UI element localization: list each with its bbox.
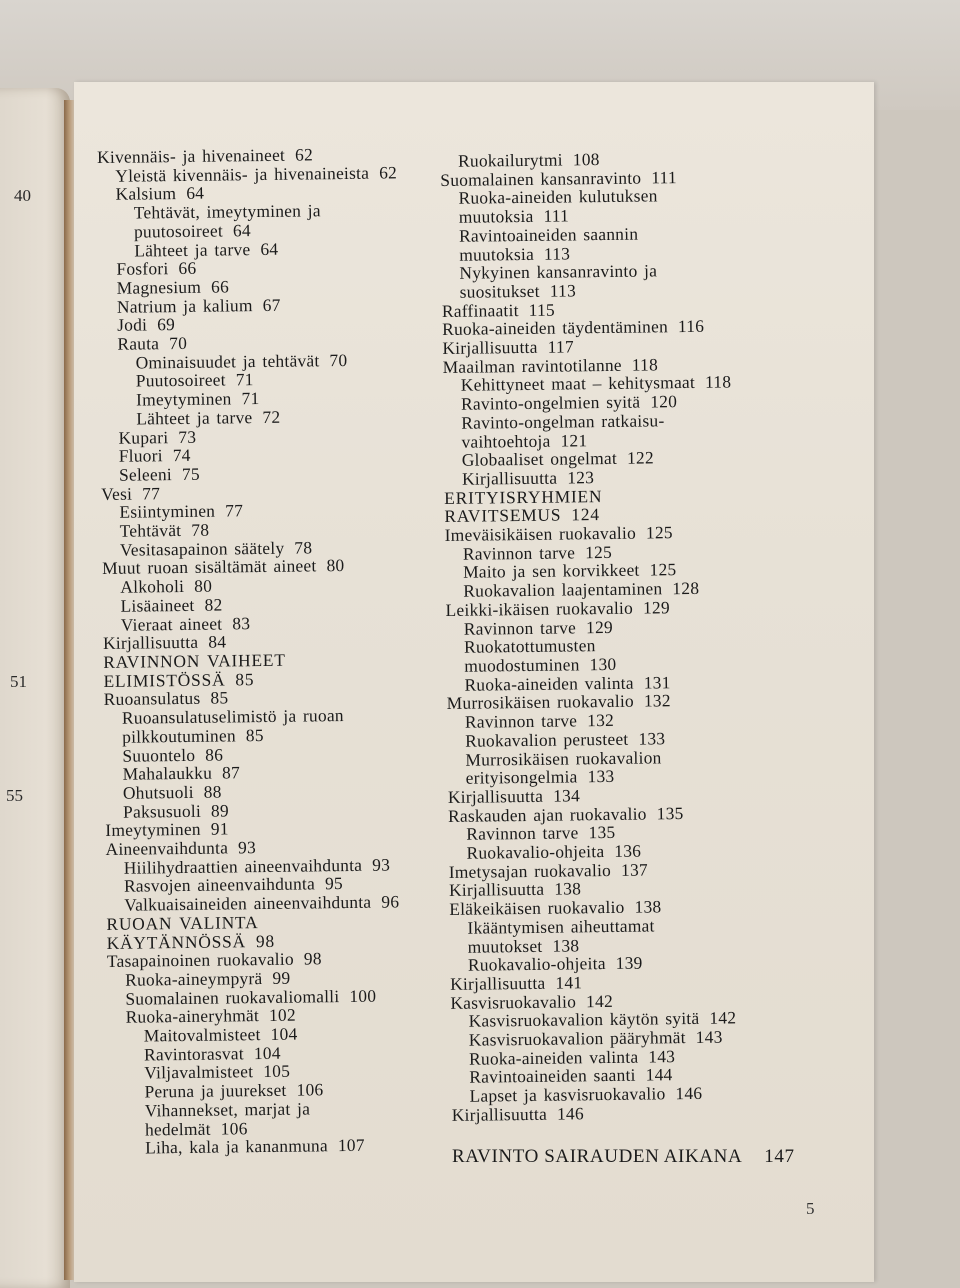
entry-title: muutoksia (458, 205, 534, 227)
entry-title: Kirjallisuutta (461, 467, 558, 489)
entry-page: 137 (620, 859, 649, 880)
entry-page: 104 (253, 1042, 281, 1063)
entry-title: Vieraat aineet (120, 613, 223, 635)
entry-page: 102 (268, 1004, 296, 1026)
entry-page: 93 (372, 854, 391, 875)
entry-title: Rauta (117, 333, 160, 354)
margin-number: 55 (6, 786, 23, 805)
entry-page: 113 (549, 280, 577, 301)
entry-page: 125 (645, 522, 673, 543)
entry-page: 62 (294, 144, 314, 165)
entry-title: Kupari (118, 426, 169, 448)
entry-page: 111 (651, 166, 677, 188)
entry-page: 132 (643, 690, 671, 711)
entry-title: Rasvojen aineenvaihdunta (123, 873, 316, 897)
entry-title: RAVINNON VAIHEET (103, 649, 286, 672)
entry-title: Puutosoireet (135, 369, 226, 391)
entry-title: Ravinto-ongelmien syitä (460, 391, 641, 414)
entry-title: Viljavalmisteet (144, 1061, 254, 1083)
entry-title: Kirjallisuutta (448, 879, 545, 901)
entry-page: 72 (262, 406, 281, 427)
entry-page: 144 (645, 1064, 673, 1086)
entry-page: 78 (294, 537, 313, 558)
entry-title: Magnesium (116, 276, 202, 298)
entry-title: muodostuminen (464, 654, 580, 676)
entry-page: 85 (235, 668, 255, 690)
entry-page: 87 (221, 762, 241, 783)
entry-title: Maito ja sen korvikkeet (463, 560, 640, 583)
entry-page: 106 (296, 1079, 324, 1100)
entry-page: 100 (349, 985, 377, 1006)
entry-page: 139 (615, 952, 643, 974)
entry-title: Nykyinen kansanravinto ja (459, 260, 658, 283)
entry-title: Kasvisruokavalion pääryhmät (468, 1027, 686, 1050)
entry-title: Muut ruoan sisältämät aineet (102, 555, 317, 579)
entry-page: 71 (235, 369, 254, 390)
entry-page: 118 (704, 371, 732, 393)
entry-title: Valkuaisaineiden aineenvaihdunta (124, 891, 372, 915)
entry-page: 107 (337, 1135, 365, 1156)
entry-title: Tehtävät, imeytyminen ja (133, 200, 321, 223)
entry-page: 82 (204, 594, 223, 615)
entry-page: 88 (203, 781, 222, 802)
toc-entry-final (452, 1146, 795, 1168)
entry-page: 64 (260, 238, 279, 259)
entry-title: Ruoka-aineryhmät (125, 1005, 260, 1028)
entry-page: 98 (303, 948, 322, 969)
entry-title: Natrium ja kalium (116, 294, 253, 317)
entry-page: 135 (656, 802, 684, 824)
entry-page: 75 (181, 463, 200, 484)
entry-title: Suomalainen kansanravinto (440, 167, 642, 190)
entry-page: 70 (329, 349, 348, 370)
entry-title: Vihannekset, marjat ja (144, 1098, 311, 1121)
entry-title: Lähteet ja tarve (134, 238, 251, 261)
entry-title: suositukset (459, 280, 540, 302)
entry-title: Ravinto-ongelman ratkaisu- (461, 410, 665, 433)
entry-title: Alkoholi (120, 576, 185, 597)
entry-title: Lapset ja kasvisruokavalio (469, 1083, 666, 1106)
entry-title: Kivennäis- ja hivenaineet (96, 144, 286, 167)
entry-title: Imetysajan ruokavalio (448, 859, 612, 882)
entry-page: 99 (272, 967, 291, 988)
entry-page: 138 (554, 878, 582, 900)
entry-page: 133 (587, 766, 615, 787)
entry-page: 95 (324, 873, 344, 894)
entry-title: Mahalaukku (122, 762, 213, 784)
entry-page: 122 (626, 447, 654, 468)
entry-title: Ruoka-aineiden valinta (468, 1046, 639, 1069)
entry-page: 78 (191, 519, 210, 540)
entry-title: RAVINTO SAIRAUDEN AIKANA (452, 1146, 743, 1167)
entry-page: 141 (555, 972, 583, 993)
entry-title: Raffinaatit (441, 299, 519, 321)
entry-title: Leikki-ikäisen ruokavalio (445, 597, 634, 620)
entry-title: Hiilihydraattien aineenvaihdunta (123, 854, 363, 878)
entry-title: Seleeni (118, 464, 173, 485)
entry-page: 147 (764, 1146, 795, 1167)
entry-title: Kalsium (115, 183, 177, 205)
entry-title: Ruoansulatus (103, 688, 201, 710)
entry-page: 85 (245, 724, 264, 746)
margin-number: 51 (10, 672, 27, 691)
entry-page: 125 (649, 559, 677, 580)
entry-page: 70 (169, 332, 188, 354)
entry-page: 146 (675, 1083, 703, 1104)
entry-title: Vesitasapainon säätely (119, 537, 285, 560)
entry-page: 85 (210, 687, 229, 709)
entry-page: 143 (648, 1045, 676, 1067)
entry-title: Vesi (101, 483, 133, 504)
entry-title: Paksusuoli (122, 800, 202, 822)
entry-title: Ikääntymisen aiheuttamat (467, 915, 655, 938)
entry-title: Tehtävät (119, 520, 182, 541)
toc-entry (97, 162, 442, 185)
entry-page: 66 (178, 258, 197, 279)
entry-page: 113 (543, 242, 571, 264)
entry-title: Suomalainen ruokavaliomalli (125, 985, 340, 1009)
entry-page: 121 (560, 429, 588, 451)
entry-page: 118 (631, 354, 659, 375)
entry-title: Ruoka-aineiden valinta (464, 672, 634, 695)
entry-page: 129 (585, 616, 614, 637)
entry-page: 69 (157, 314, 176, 335)
entry-page: 130 (589, 653, 617, 675)
entry-title: puutosoireet (133, 220, 224, 242)
entry-page: 80 (194, 575, 213, 597)
entry-page: 115 (528, 299, 556, 320)
entry-page: 84 (208, 631, 227, 652)
entry-title: vaihtoehtoja (461, 430, 551, 452)
entry-page: 108 (572, 149, 600, 170)
entry-page: 64 (186, 183, 205, 204)
entry-title: Imeytyminen (105, 819, 201, 841)
entry-page: 89 (210, 800, 229, 821)
entry-page: 131 (643, 671, 671, 693)
entry-title: Kasvisruokavalio (450, 991, 577, 1013)
entry-title: Lisäaineet (120, 594, 195, 616)
entry-page: 123 (567, 467, 595, 488)
entry-title: Murrosikäisen ruokavalio (446, 691, 635, 714)
entry-title: Ravinnon tarve (464, 710, 578, 732)
entry-page: 71 (241, 388, 260, 409)
entry-title: Maitovalmisteet (143, 1024, 261, 1046)
entry-page: 129 (642, 597, 670, 618)
entry-title: Ruokatottumusten (463, 635, 596, 658)
entry-page: 98 (255, 930, 276, 951)
entry-page: 105 (263, 1061, 291, 1082)
entry-page: 138 (552, 934, 580, 956)
entry-title: Jodi (117, 314, 148, 336)
entry-title: Ruokavalio-ohjeita (467, 953, 606, 975)
entry-page: 66 (210, 276, 230, 297)
entry-title: Kehittyneet maat – kehitysmaat (460, 372, 696, 396)
entry-title: Tasapainoinen ruokavalio (106, 948, 294, 972)
entry-page: 135 (588, 822, 616, 843)
entry-page: 142 (585, 990, 614, 1011)
entry-title: Ravintoaineiden saannin (458, 223, 639, 246)
entry-title: Peruna ja juurekset (144, 1079, 287, 1102)
entry-title: Imeväisikäisen ruokavalio (444, 522, 637, 546)
entry-page: 128 (672, 578, 700, 599)
entry-title: Maailman ravintotilanne (442, 354, 622, 377)
entry-page: 96 (381, 891, 400, 912)
entry-title: Eläkeikäisen ruokavalio (449, 896, 625, 920)
entry-title: muutokset (467, 935, 543, 957)
entry-page: 143 (695, 1026, 723, 1047)
margin-number: 40 (14, 186, 31, 205)
entry-title: Globaaliset ongelmat (461, 448, 618, 471)
entry-title: Aineenvaihdunta (105, 837, 229, 859)
toc-column-right (440, 147, 822, 1124)
entry-title: ELIMISTÖSSÄ (103, 669, 226, 691)
entry-page: 142 (709, 1007, 737, 1029)
entry-page: 91 (210, 818, 229, 839)
entry-page: 138 (634, 896, 662, 917)
entry-title: Ruokailurytmi (457, 149, 563, 171)
entry-title: Raskauden ajan ruokavalio (447, 803, 647, 826)
entry-title: RAVITSEMUS (444, 504, 562, 527)
entry-page: 93 (237, 837, 257, 858)
entry-page: 73 (178, 426, 197, 447)
entry-title: hedelmät (144, 1118, 211, 1140)
entry-page: 77 (225, 500, 244, 521)
entry-page: 62 (378, 162, 398, 183)
entry-page: 111 (543, 205, 570, 226)
entry-page: 64 (232, 219, 251, 241)
entry-title: pilkkoutuminen (122, 725, 236, 747)
entry-title: Esiintyminen (119, 500, 216, 523)
entry-title: Yleistä kivennäis- ja hivenaineista (115, 162, 370, 186)
entry-page: 77 (142, 482, 161, 504)
entry-title: Ruoka-aineiden kulutuksen (458, 185, 658, 209)
entry-title: Ravintorasvat (143, 1043, 245, 1065)
entry-page: 132 (587, 710, 615, 731)
entry-page: 116 (677, 316, 705, 337)
entry-page: 125 (585, 541, 613, 563)
entry-title: Ravinnon tarve (462, 542, 576, 564)
entry-title: erityisongelmia (465, 766, 578, 788)
entry-title: Ruoka-aineiden täydentäminen (442, 316, 669, 340)
entry-title: Fluori (118, 445, 163, 467)
entry-title: Ruokavalio-ohjeita (466, 841, 605, 863)
entry-title: Ruoka-aineympyrä (125, 967, 263, 990)
entry-page: 120 (650, 391, 678, 412)
entry-title: Ruokavalion perusteet (465, 728, 629, 751)
entry-title: Kirjallisuutta (447, 785, 544, 807)
entry-title: Ominaisuudet ja tehtävät (135, 350, 320, 373)
toc-column-left (97, 144, 454, 1158)
entry-title: Ruokavalion laajentaminen (463, 578, 663, 601)
entry-title: KÄYTÄNNÖSSÄ (106, 930, 247, 953)
entry-title: Murrosikäisen ruokavalion (465, 746, 662, 770)
entry-title: ERITYISRYHMIEN (444, 485, 603, 508)
entry-title: Kasvisruokavalion käytön syitä (468, 1008, 700, 1032)
entry-page: 133 (638, 728, 666, 749)
entry-title: Kirjallisuutta (442, 336, 538, 359)
entry-page: 124 (571, 504, 600, 525)
entry-page: 104 (270, 1023, 298, 1044)
entry-title: Ravinnon tarve (466, 822, 579, 845)
entry-page: 74 (172, 445, 191, 466)
entry-title: Ravintoaineiden saanti (469, 1065, 636, 1088)
entry-title: Ravinnon tarve (463, 616, 577, 639)
entry-page: 67 (262, 294, 281, 315)
entry-title: Suuontelo (122, 744, 196, 766)
entry-title: Kirjallisuutta (102, 632, 199, 654)
entry-title: Liha, kala ja kananmuna (145, 1135, 329, 1158)
entry-title: muutoksia (459, 243, 535, 265)
entry-page: 86 (205, 744, 224, 765)
entry-title: Ohutsuoli (122, 781, 194, 803)
entry-page: 136 (614, 840, 642, 861)
entry-page: 117 (547, 336, 574, 357)
entry-title: Kirjallisuutta (450, 972, 546, 994)
entry-title: Lähteet ja tarve (136, 406, 253, 429)
entry-page: 80 (326, 555, 345, 576)
entry-page: 83 (232, 612, 251, 633)
entry-page: 146 (556, 1103, 585, 1124)
entry-page: 134 (553, 785, 581, 806)
entry-title: RUOAN VALINTA (106, 911, 259, 934)
entry-title: Fosfori (116, 258, 169, 279)
entry-title: Kirjallisuutta (451, 1103, 548, 1125)
entry-title: Imeytyminen (135, 388, 232, 410)
entry-title: Ruoansulatuselimistö ja ruoan (121, 705, 344, 728)
entry-page: 106 (220, 1117, 248, 1139)
page-number: 5 (806, 1199, 815, 1218)
